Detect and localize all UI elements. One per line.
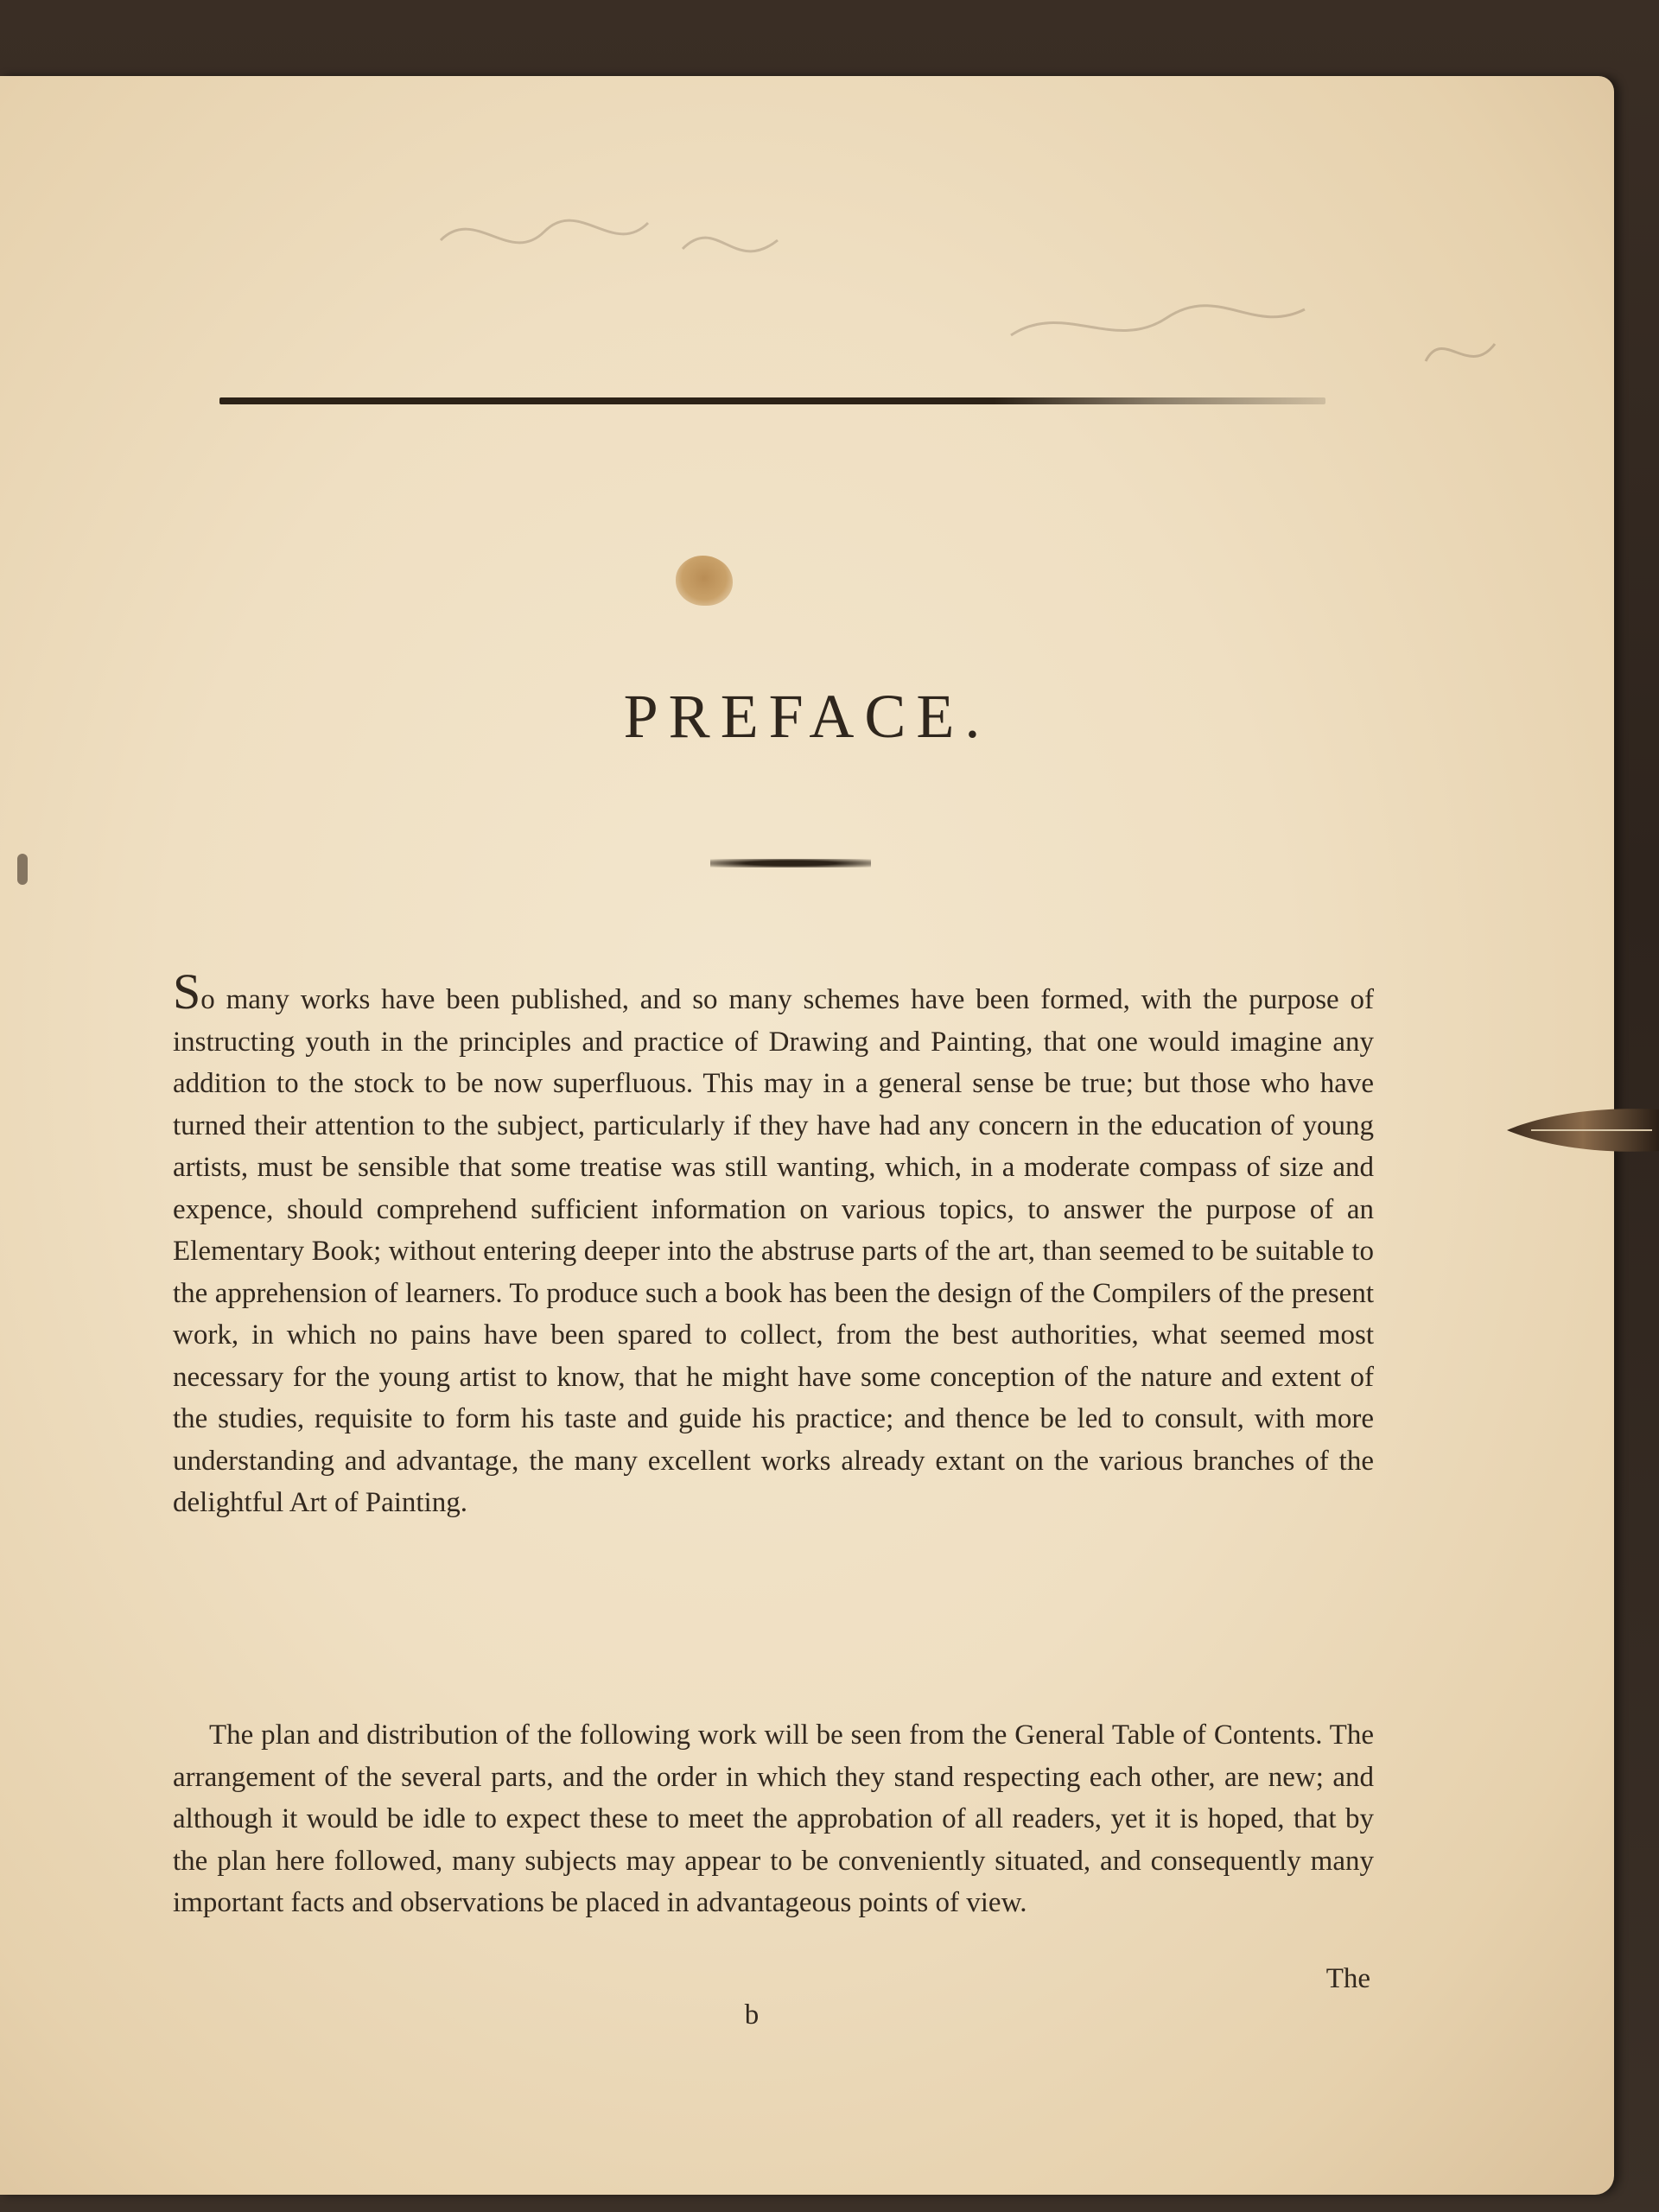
header-rule	[219, 397, 1325, 404]
signature-mark: b	[744, 1999, 760, 2031]
book-page	[0, 76, 1614, 2195]
paper-stain	[676, 556, 733, 606]
paragraph-2: The plan and distribution of the following work will be seen from the General Table of Contents. The arrangement of the several parts, and the order in which they stand respecting each other, are new; and although it would be idle to expect these to meet the approbation of all readers, yet it is hoped, that by the plan here followed, many subjects may appear to be conveniently situated, and consequently many important facts and observations be placed in advantageous points of view.	[173, 1719, 1374, 1918]
page-edge-mark	[17, 854, 28, 885]
paragraph-1-text: o many works have been published, and so many schemes have been formed, with the purpose of instructing youth in the principles and practice of Drawing and Painting, that one would imagine any addition to the stock to be now superfluous. This may in a general sense be true; but those who have turned their attention to the subject, particularly if they have had any concern in the education of young artists, must be sensible that some treatise was still wanting, which, in a moderate compass of size and expence, should comprehend sufficient information on various topics, to answer the purpose of an Elementary Book; without entering deeper into the abstruse parts of the art, than seemed to be suitable to the apprehension of learners. To produce such a book has been the design of the Compilers of the present work, in which no pains have been spared to collect, from the best authorities, what seemed most necessary for the young artist to know, that he might have some conception of the nature and extent of the studies, requisite to form his taste and guide his practice; and thence be led to consult, with more understanding and advantage, the many excellent works already extant on the various branches of the delightful Art of Painting.	[173, 984, 1374, 1518]
title-flourish	[710, 859, 871, 868]
paragraph-1	[173, 963, 1374, 1524]
pen-nib	[1505, 1097, 1659, 1163]
drop-cap: S	[173, 963, 201, 1020]
faded-handwriting	[406, 188, 1529, 378]
page-title: PREFACE.	[623, 682, 991, 751]
catchword: The	[1325, 1963, 1370, 1994]
